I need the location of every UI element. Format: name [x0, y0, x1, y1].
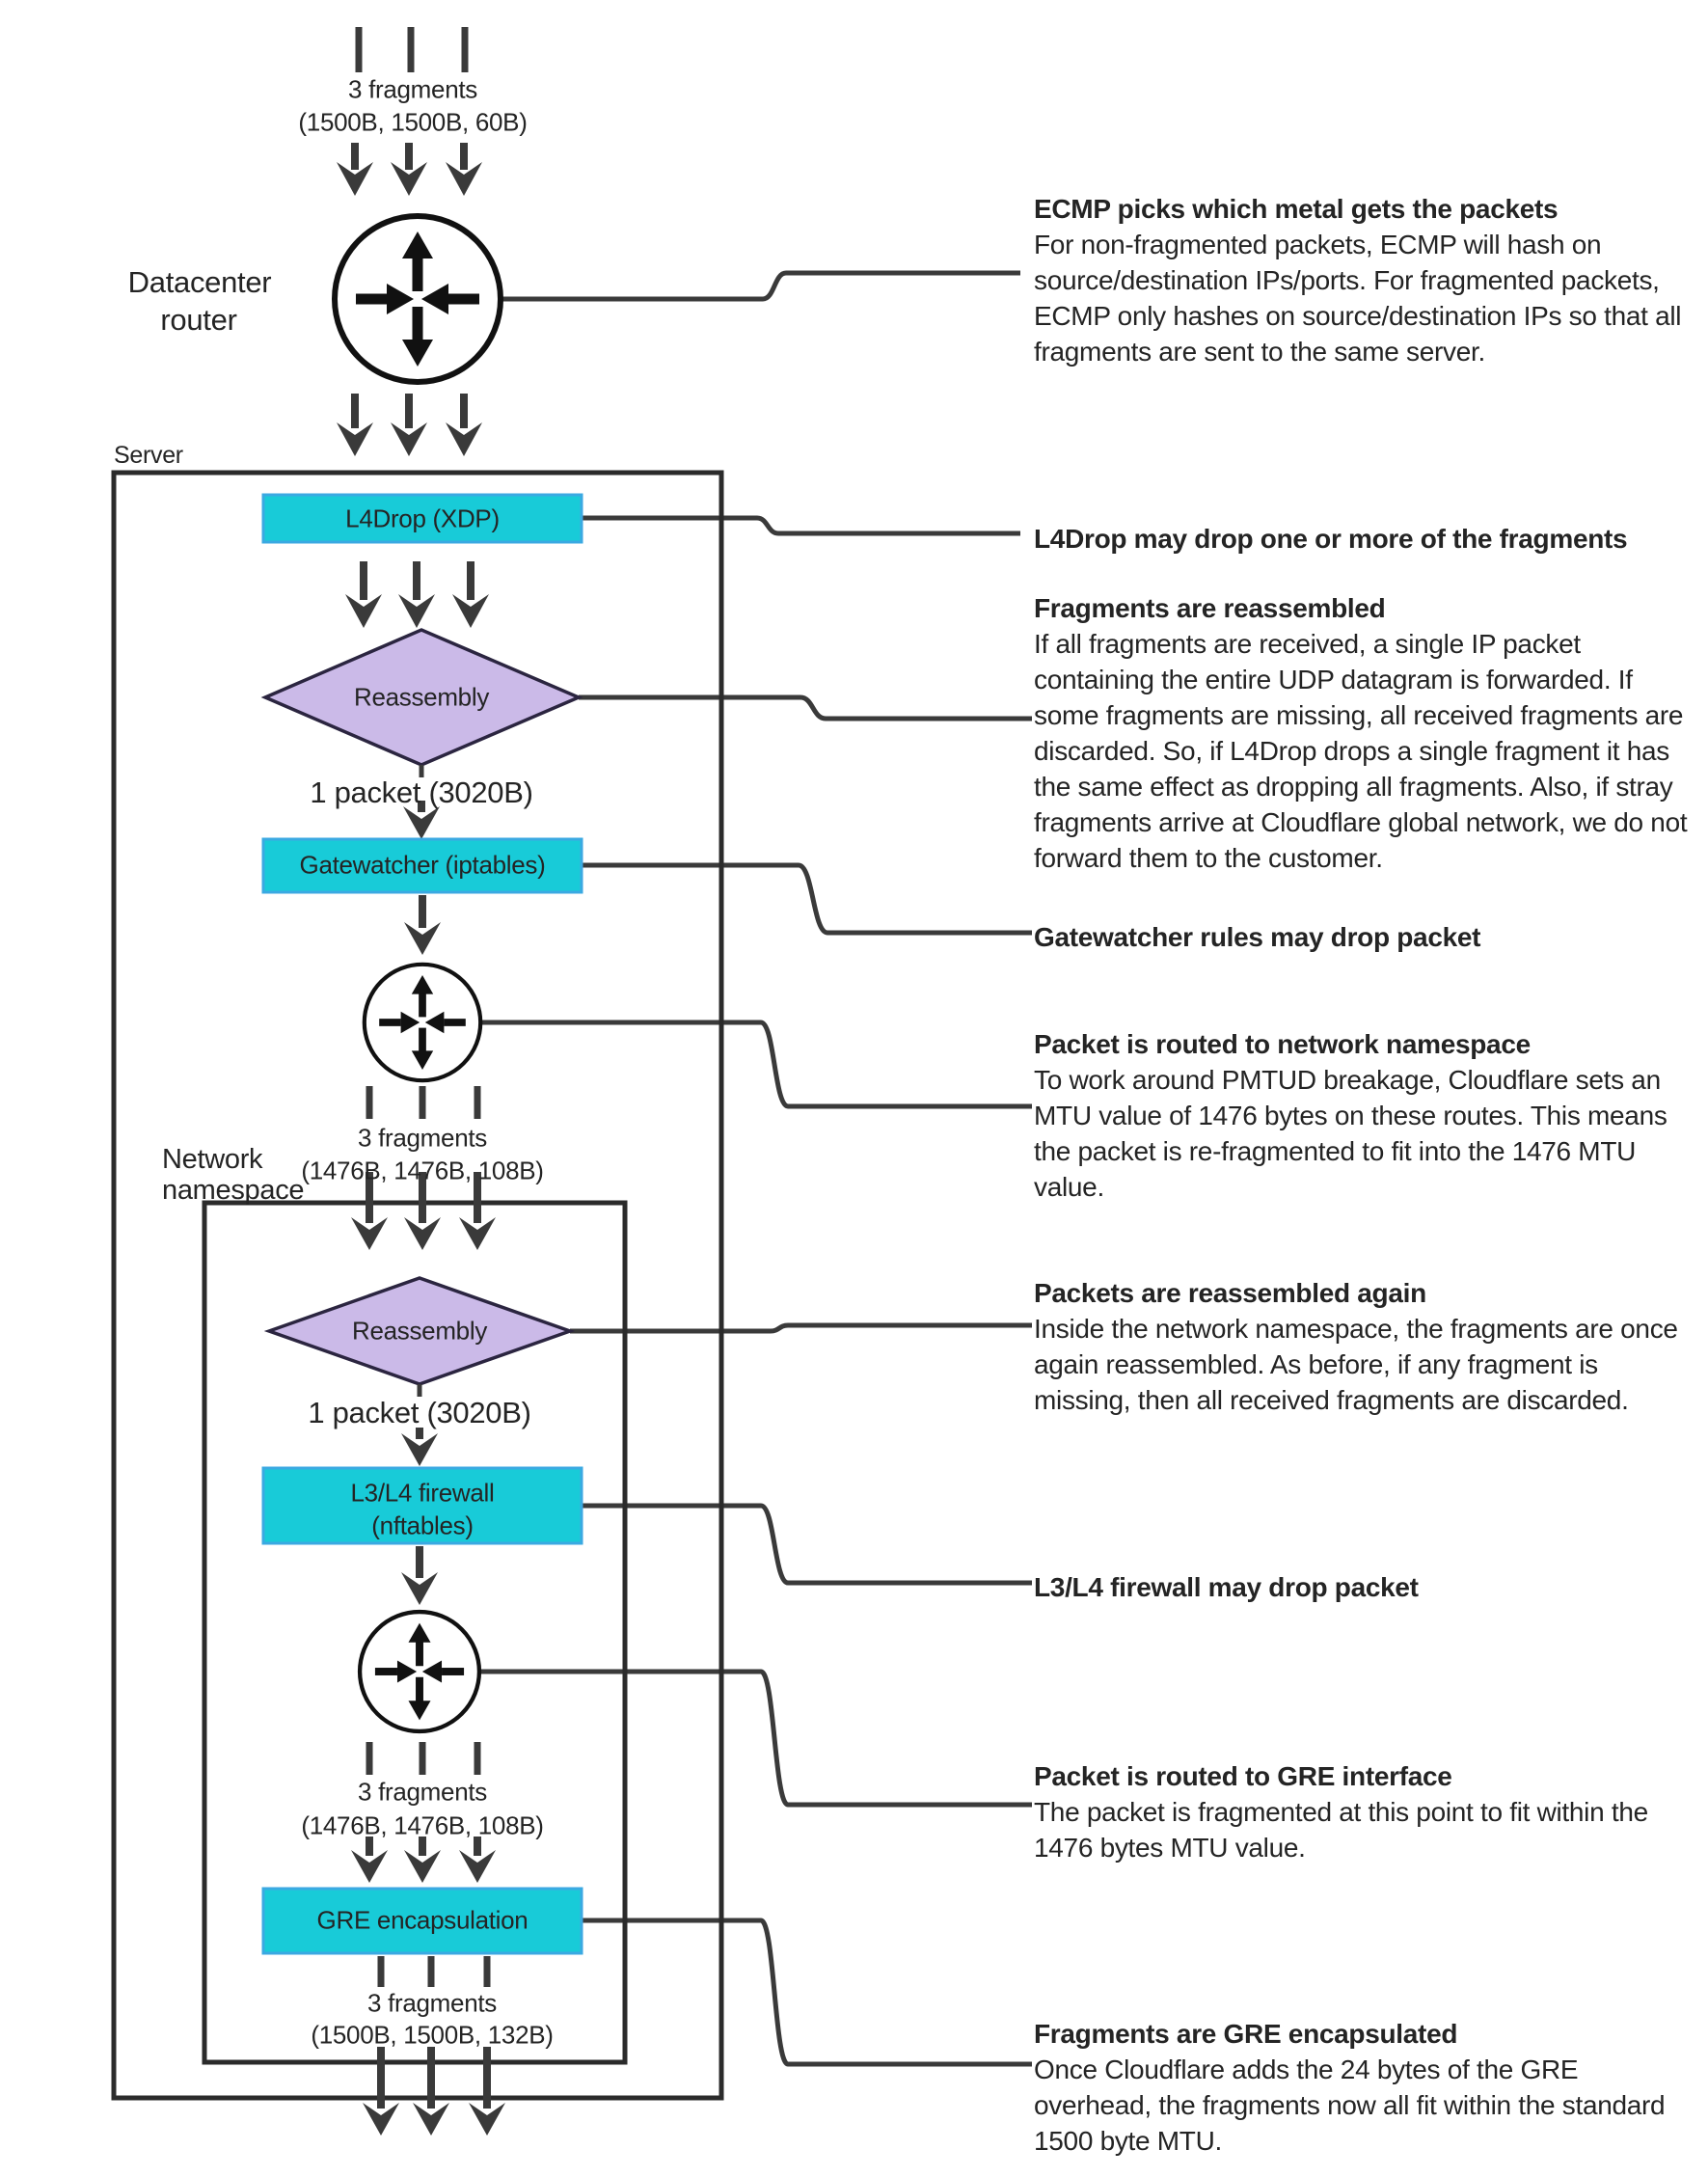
connector-route-namespace-line	[480, 1022, 1032, 1106]
connector-reassembly2-line	[570, 1325, 1032, 1331]
arrows-l4drop-to-reassembly	[345, 561, 489, 628]
annotation-reassembled-again	[1034, 1275, 1699, 1418]
server-box-label: Server	[114, 442, 183, 469]
annotation-heading: Packets are reassembled again	[1034, 1278, 1426, 1308]
annotation-gre-route	[1034, 1758, 1699, 1865]
connector-gatewatcher-line	[582, 865, 1032, 933]
annotation-l4drop	[1034, 521, 1699, 557]
reassembly2-label: Reassembly	[351, 1316, 488, 1346]
low-fragments-label: 3 fragments	[358, 1777, 487, 1807]
top-fragment-sizes: (1500B, 1500B, 60B)	[298, 107, 528, 137]
annotation-gre-encapsulated	[1034, 2016, 1699, 2159]
out-fragments-label: 3 fragments	[367, 1988, 497, 2018]
firewall-label-line1: L3/L4 firewall	[350, 1478, 495, 1508]
annotation-firewall	[1034, 1569, 1699, 1605]
incoming-fragment-ticks	[359, 27, 465, 72]
routing-icon-server	[365, 965, 480, 1080]
top-fragments-label: 3 fragments	[348, 74, 477, 104]
gre-output-ticks	[381, 1956, 487, 1987]
annotation-route-namespace	[1034, 1026, 1699, 1205]
annotation-heading: L4Drop may drop one or more of the fragments	[1034, 524, 1628, 554]
annotation-ecmp	[1034, 191, 1699, 369]
datacenter-router-icon	[335, 216, 501, 382]
gre-label: GRE encapsulation	[316, 1905, 529, 1935]
arrows-out-of-server	[363, 2047, 505, 2136]
connector-gre-encap-line	[582, 1920, 1032, 2064]
connector-ecmp-line	[501, 273, 1020, 299]
annotation-body: If all fragments are received, a single IP packet containing the entire UDP datagram is forwarded. If some fragments are missing, all received fragments are discarded. So, if L4Drop drops a single fragment it has the same effect as dropping all fragments. Also, if stray fragments arrive at Cloudflare global network, we do not forward them to the customer.	[1034, 629, 1688, 873]
reassembly1-label: Reassembly	[353, 682, 490, 712]
arrows-into-server	[337, 394, 482, 456]
annotation-heading: L3/L4 firewall may drop packet	[1034, 1572, 1419, 1602]
l4drop-label: L4Drop (XDP)	[345, 503, 500, 533]
annotation-heading: Packet is routed to GRE interface	[1034, 1761, 1452, 1791]
annotation-heading: Fragments are reassembled	[1034, 593, 1386, 623]
connector-firewall-line	[582, 1506, 1032, 1583]
datacenter-router-label-line2: router	[160, 303, 237, 337]
routing-icon-namespace	[360, 1612, 479, 1731]
annotation-body: The packet is fragmented at this point to fit within the 1476 bytes MTU value.	[1034, 1797, 1648, 1863]
annotation-body: Once Cloudflare adds the 24 bytes of the GRE overhead, the fragments now all fit within the standard 1500 byte MTU.	[1034, 2055, 1666, 2156]
connector-gre-route-line	[479, 1672, 1032, 1805]
annotation-heading: ECMP picks which metal gets the packets	[1034, 194, 1559, 224]
arrows-into-router	[337, 143, 482, 196]
mid-fragment-sizes: (1476B, 1476B, 108B)	[301, 1156, 544, 1185]
datacenter-router-label-line1: Datacenter	[127, 265, 272, 299]
annotation-reassembled	[1034, 590, 1699, 876]
annotation-body: Inside the network namespace, the fragments are once again reassembled. As before, if any fragment is missing, then all received fragments are discarded.	[1034, 1314, 1678, 1415]
low-fragment-sizes: (1476B, 1476B, 108B)	[301, 1810, 544, 1840]
out-fragment-sizes: (1500B, 1500B, 132B)	[311, 2020, 554, 2050]
annotation-gatewatcher	[1034, 919, 1699, 955]
gre-input-ticks	[369, 1742, 477, 1775]
refragmented-ticks	[369, 1086, 477, 1119]
gatewatcher-label: Gatewatcher (iptables)	[299, 850, 546, 880]
mid-fragments-label: 3 fragments	[358, 1123, 487, 1153]
namespace-label-line2: namespace	[162, 1175, 305, 1206]
packet2-label: 1 packet (3020B)	[308, 1396, 531, 1429]
annotation-body: To work around PMTUD breakage, Cloudflare sets an MTU value of 1476 bytes on these routes. This means the packet is re-fragmented to fit into the 1476 MTU value.	[1034, 1065, 1667, 1202]
annotation-heading: Packet is routed to network namespace	[1034, 1029, 1531, 1059]
annotation-body: For non-fragmented packets, ECMP will hash on source/destination IPs/ports. For fragmented packets, ECMP only hashes on source/destination IPs so that all fragments are sent to the same server.	[1034, 230, 1682, 367]
connector-reassembly1-line	[579, 697, 1032, 719]
packet1-label: 1 packet (3020B)	[310, 776, 533, 809]
firewall-label-line2: (nftables)	[371, 1510, 474, 1540]
annotation-heading: Gatewatcher rules may drop packet	[1034, 922, 1481, 952]
arrows-into-gre	[351, 1837, 496, 1883]
namespace-label-line1: Network	[162, 1144, 263, 1175]
annotation-heading: Fragments are GRE encapsulated	[1034, 2019, 1458, 2049]
connector-l4drop-line	[582, 518, 1020, 533]
